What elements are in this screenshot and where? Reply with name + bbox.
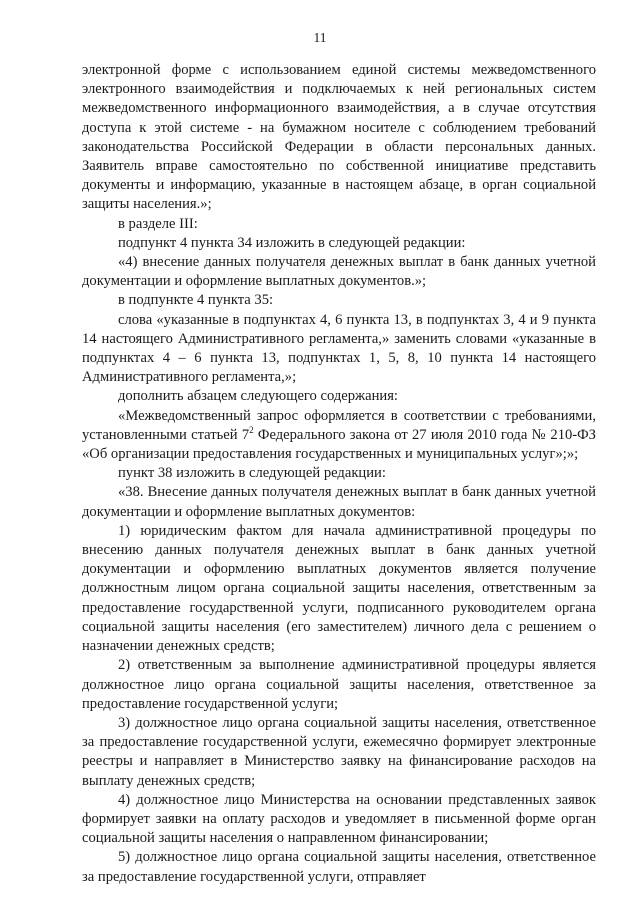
paragraph: дополнить абзацем следующего содержания: (118, 388, 398, 405)
paragraph: 2) ответственным за выполнение административной процедуры является должностное лицо органа социальной защиты населения, ответственное за предоставление государственной услуги; (82, 657, 596, 712)
document-body (82, 61, 596, 887)
paragraph-text: Федерального закона от 27 июля 2010 года № 210-ФЗ «Об организации предоставления государственных и муниципальных услуг»;»; (82, 426, 596, 463)
page-number: 11 (313, 30, 327, 45)
paragraph-text: «Межведомственный запрос оформляется в соответствии с требованиями, установленными статьей 7 (82, 407, 596, 443)
paragraph: электронной форме с использованием единой системы межведомственного электронного взаимодействия и подключаемых к ней региональных систем межведомственного информационного взаимодействия, а в случае отсутствия доступа к этой системе - на бумажном носителе с соблюдением требований законодательства Российской Федерации в области персональных данных. Заявитель вправе самостоятельно по собственной инициативе представить документы и информацию, указанные в настоящем абзаце, в орган социальной защиты населения.»; (82, 62, 596, 213)
superscript: 2 (249, 424, 254, 435)
paragraph: в подпункте 4 пункта 35: (118, 292, 274, 309)
paragraph: «38. Внесение данных получателя денежных выплат в банк данных учетной документации и оформление выплатных документов: (82, 484, 596, 520)
paragraph: слова «указанные в подпунктах 4, 6 пункта 13, в подпунктах 3, 4 и 9 пункта 14 настоящего Административного регламента,» заменить словами «указанные в подпунктах 4 – 6 пункта 13, подпунктах 1, 5, 8, 10 пункта 14 настоящего Административного регламента,»; (82, 311, 596, 386)
paragraph: 3) должностное лицо органа социальной защиты населения, ответственное за предоставление государственной услуги, ежемесячно формирует электронные реестры и направляет в Министерство заявку на финансирование расходов на выплату денежных средств; (82, 714, 596, 789)
paragraph: 1) юридическим фактом для начала административной процедуры по внесению данных получателя денежных выплат в банк данных учетной документации и оформлению выплатных документов является получение должностным лицом органа социальной защиты населения, ответственным за предоставление государственной услуги, подписанного руководителем органа социальной защиты населения (его заместителем) личного дела с решением о назначении денежных средств; (82, 522, 596, 655)
paragraph (82, 407, 596, 465)
paragraph: в разделе III: (118, 215, 198, 232)
paragraph: пункт 38 изложить в следующей редакции: (118, 465, 386, 482)
paragraph: «4) внесение данных получателя денежных выплат в банк данных учетной документации и оформление выплатных документов.»; (82, 254, 596, 290)
paragraph: 5) должностное лицо органа социальной защиты населения, ответственное за предоставление государственной услуги, отправляет (82, 849, 596, 885)
paragraph: подпункт 4 пункта 34 изложить в следующей редакции: (118, 234, 466, 251)
paragraph: 4) должностное лицо Министерства на основании представленных заявок формирует заявки на оплату расходов и уведомляет в письменной форме орган социальной защиты населения о направленном финансировании; (82, 791, 596, 847)
